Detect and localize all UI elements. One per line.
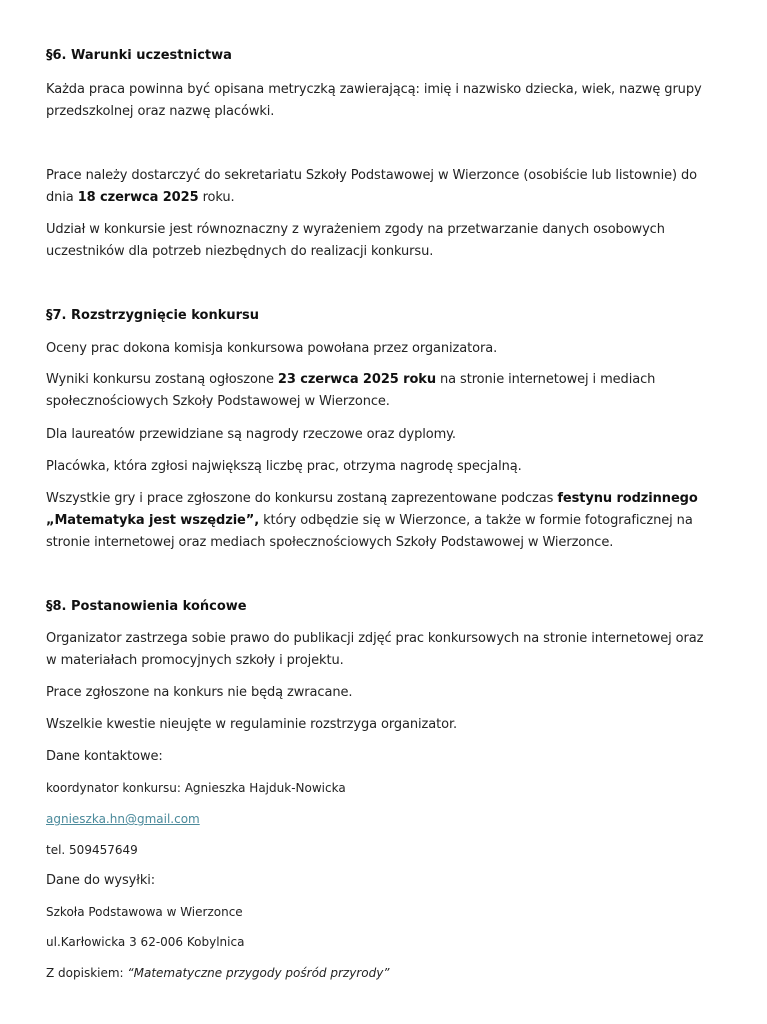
contest-title: “Matematyczne przygody pośród przyrody”	[127, 966, 390, 980]
s7-paragraph-2-line-2: społecznościowych Szkoły Podstawowej w Wierzonce.	[46, 394, 390, 409]
text: dnia	[46, 190, 78, 205]
s7-paragraph-5-line-1	[46, 488, 727, 510]
text: roku.	[198, 190, 235, 205]
s8-paragraph-3: Wszelkie kwestie nieujęte w regulaminie rozstrzyga organizator.	[46, 717, 458, 732]
school-name: Szkoła Podstawowa w Wierzonce	[46, 905, 243, 919]
s7-paragraph-2-line-1	[46, 369, 727, 391]
coordinator-line: koordynator konkursu: Agnieszka Hajduk-Nowicka	[46, 781, 346, 795]
s6-paragraph-3-line-2: uczestników dla potrzeb niezbędnych do realizacji konkursu.	[46, 244, 434, 259]
results-date: 23 czerwca 2025 roku	[277, 372, 436, 387]
section-8-heading: §8. Postanowienia końcowe	[46, 599, 247, 614]
s6-paragraph-2-line-1: Prace należy dostarczyć do sekretariatu Szkoły Podstawowej w Wierzonce (osobiście lub listownie) do	[46, 168, 697, 183]
s8-paragraph-1-line-1: Organizator zastrzega sobie prawo do publikacji zdjęć prac konkursowych na stronie internetowej oraz	[46, 631, 704, 646]
s6-paragraph-2-line-2	[46, 187, 727, 209]
text: który odbędzie się w Wierzonce, a także w formie fotograficznej na	[259, 513, 693, 528]
s7-paragraph-3: Dla laureatów przewidziane są nagrody rzeczowe oraz dyplomy.	[46, 427, 456, 442]
s6-paragraph-3-line-1: Udział w konkursie jest równoznaczny z wyrażeniem zgody na przetwarzanie danych osobowych	[46, 222, 665, 237]
email-link[interactable]: agnieszka.hn@gmail.com	[46, 812, 200, 826]
text: Wyniki konkursu zostaną ogłoszone	[46, 372, 278, 387]
festival-title: „Matematyka jest wszędzie”,	[46, 513, 260, 528]
school-address: ul.Karłowicka 3 62-006 Kobylnica	[46, 935, 245, 949]
s6-paragraph-1-line-2: przedszkolnej oraz nazwę placówki.	[46, 104, 275, 119]
section-6-heading: §6. Warunki uczestnictwa	[46, 48, 232, 63]
s7-paragraph-1: Oceny prac dokona komisja konkursowa powołana przez organizatora.	[46, 341, 498, 356]
s7-paragraph-5-line-2	[46, 510, 727, 532]
email-link-row[interactable]	[46, 812, 727, 826]
text: Z dopiskiem:	[46, 966, 128, 980]
text: na stronie internetowej i mediach	[435, 372, 656, 387]
phone-line: tel. 509457649	[46, 843, 138, 857]
s8-paragraph-1-line-2: w materiałach promocyjnych szkoły i projektu.	[46, 653, 344, 668]
s7-paragraph-4: Placówka, która zgłosi największą liczbę prac, otrzyma nagrodę specjalną.	[46, 459, 522, 474]
shipping-label: Dane do wysyłki:	[46, 873, 156, 888]
section-7-heading: §7. Rozstrzygnięcie konkursu	[46, 308, 260, 323]
text: Wszystkie gry i prace zgłoszone do konkursu zostaną zaprezentowane podczas	[46, 491, 558, 506]
shipping-note	[46, 966, 727, 980]
festival-name: festynu rodzinnego	[557, 491, 698, 506]
s6-paragraph-1-line-1: Każda praca powinna być opisana metryczką zawierającą: imię i nazwisko dziecka, wiek, nazwę grupy	[46, 82, 702, 97]
s8-paragraph-2: Prace zgłoszone na konkurs nie będą zwracane.	[46, 685, 353, 700]
s7-paragraph-5-line-3: stronie internetowej oraz mediach społecznościowych Szkoły Podstawowej w Wierzonce.	[46, 535, 614, 550]
deadline-date: 18 czerwca 2025	[77, 190, 199, 205]
contact-label: Dane kontaktowe:	[46, 749, 163, 764]
